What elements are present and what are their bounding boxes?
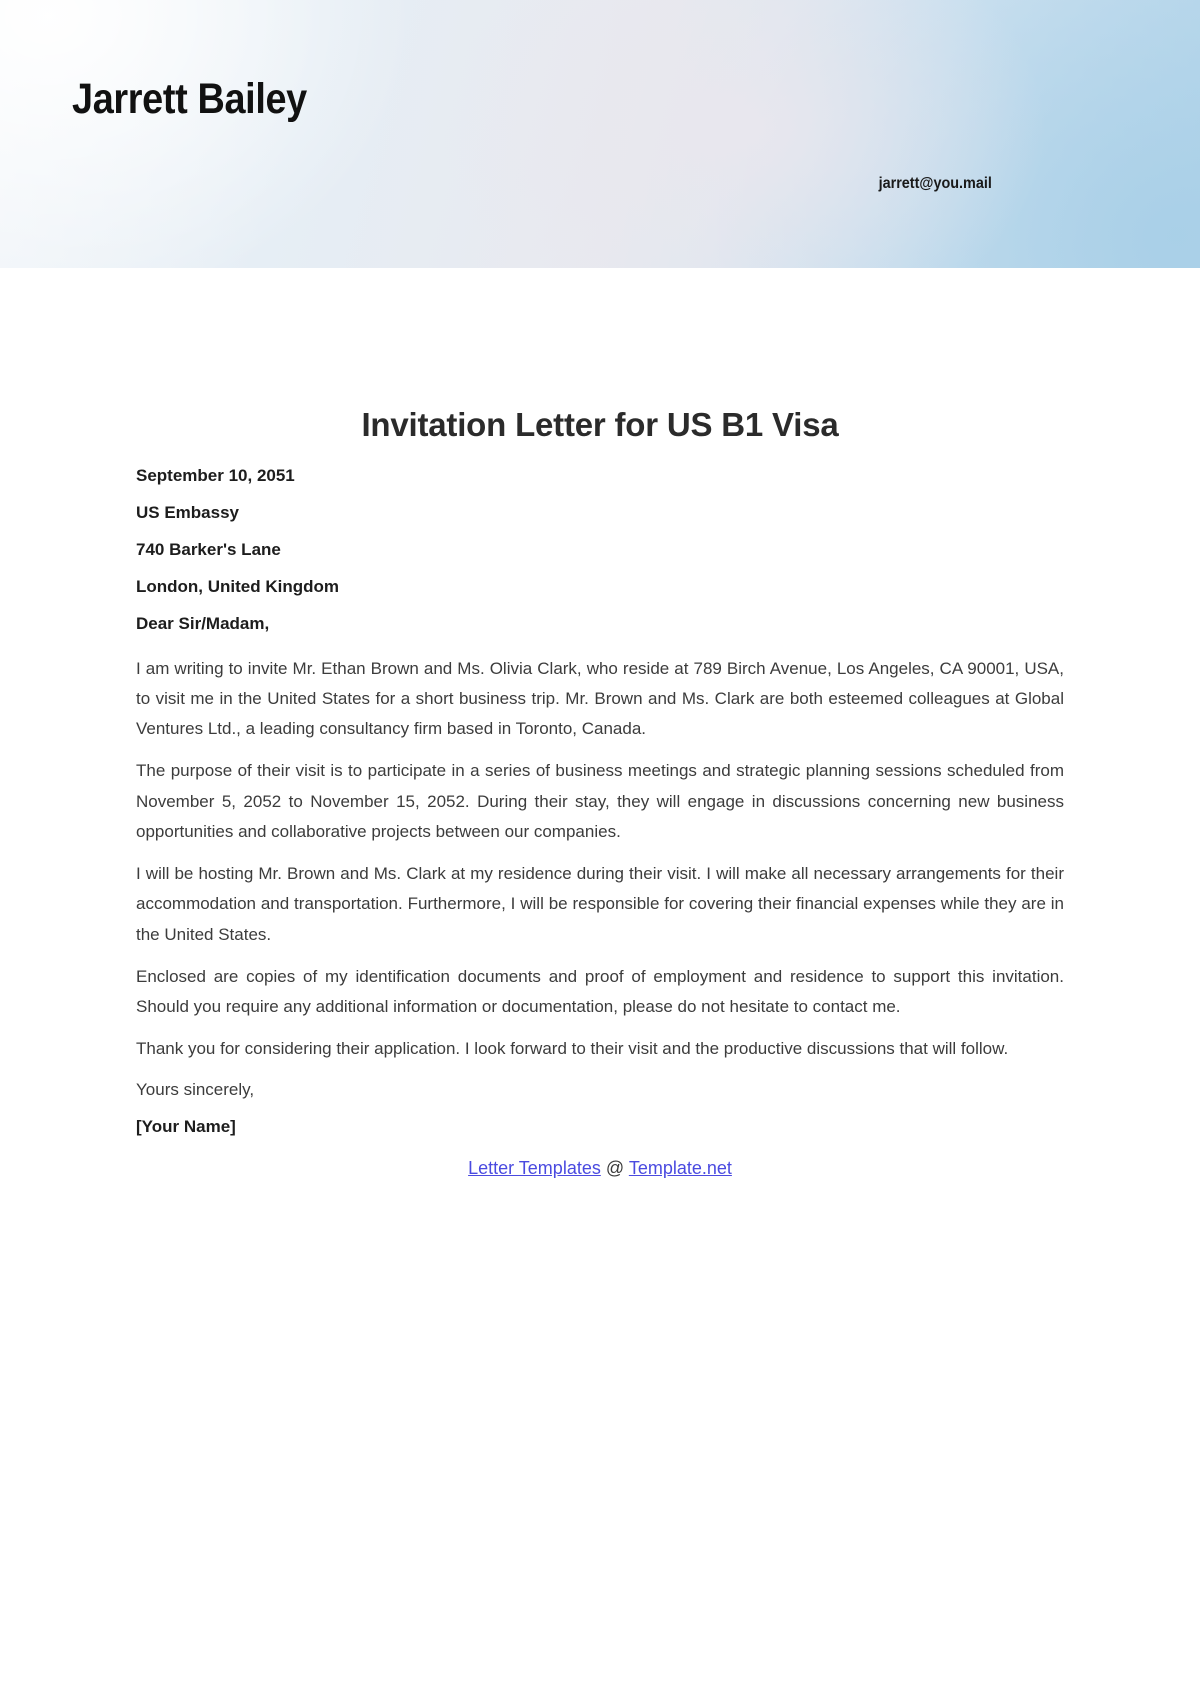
letter-date: September 10, 2051 xyxy=(136,465,295,485)
letter-templates-link[interactable]: Letter Templates xyxy=(468,1157,601,1178)
body-paragraph-2: The purpose of their visit is to participate in a series of business meetings and strategic planning sessions scheduled from November 5, 2052 to November 15, 2052. During their stay, they will engage in discussions concerning new business opportunities and collaborative projects between our companies. xyxy=(136,761,1064,841)
footer-at-symbol: @ xyxy=(605,1157,625,1178)
closing-line: Yours sincerely, xyxy=(136,1079,255,1099)
recipient-street: 740 Barker's Lane xyxy=(136,539,281,559)
letter-content xyxy=(136,268,1064,1180)
body-paragraph-4: Enclosed are copies of my identification documents and proof of employment and residence to support this invitation. Should you require any additional information or documentation, please do not hesitate to contact me. xyxy=(136,966,1064,1017)
signature-name-placeholder: [Your Name] xyxy=(136,1116,236,1136)
sender-name: Jarrett Bailey xyxy=(72,75,307,123)
recipient-city-country: London, United Kingdom xyxy=(136,576,340,596)
page-title: Invitation Letter for US B1 Visa xyxy=(361,406,839,443)
letterhead-banner xyxy=(0,0,1200,268)
footer-attribution xyxy=(136,1157,1064,1180)
body-paragraph-5: Thank you for considering their application. I look forward to their visit and the productive discussions that will follow. xyxy=(136,1039,1009,1059)
template-net-link[interactable]: Template.net xyxy=(628,1157,732,1178)
document-sheet xyxy=(0,268,1200,1180)
salutation: Dear Sir/Madam, xyxy=(136,613,270,633)
recipient-organization: US Embassy xyxy=(136,502,239,522)
sender-email: jarrett@you.mail xyxy=(878,175,992,192)
body-paragraph-1: I am writing to invite Mr. Ethan Brown and Ms. Olivia Clark, who reside at 789 Birch Avenue, Los Angeles, CA 90001, USA, to visit me in the United States for a short business trip. Mr. Brown and Ms. Clark are both esteemed colleagues at Global Ventures Ltd., a leading consultancy firm based in Toronto, Canada. xyxy=(136,658,1064,739)
body-paragraph-3: I will be hosting Mr. Brown and Ms. Clark at my residence during their visit. I will make all necessary arrangements for their accommodation and transportation. Furthermore, I will be responsible for covering their financial expenses while they are in the United States. xyxy=(136,864,1064,944)
